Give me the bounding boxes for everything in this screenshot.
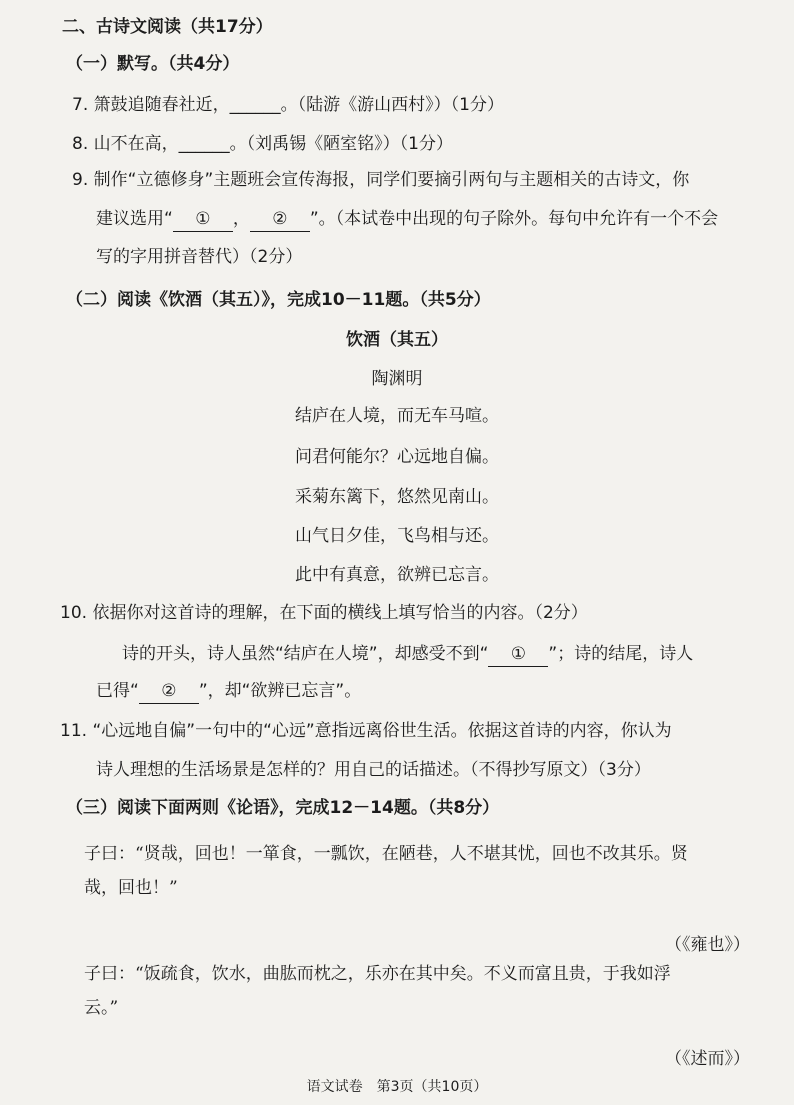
question-9 xyxy=(72,168,689,192)
q7-blank: ______ xyxy=(229,95,281,115)
analects-source-1: （《雍也》） xyxy=(665,935,750,955)
q9-line2-b: ”。（本试卷中出现的句子除外。每句中允许有一个不会 xyxy=(309,209,719,229)
q9-number: 9. xyxy=(72,170,89,190)
q8-text-a: 山不在高， xyxy=(93,134,179,154)
poem-line: 此中有真意，欲辨已忘言。 xyxy=(295,565,499,585)
q9-line2-a: 建议选用“ xyxy=(96,209,173,229)
question-8 xyxy=(72,132,453,156)
q7-number: 7. xyxy=(72,95,89,115)
part1-heading: （一）默写。（共4分） xyxy=(66,54,240,74)
analects-passage-2: 子曰：“饭疏食，饮水，曲肱而枕之，乐亦在其中矣。不义而富且贵，于我如浮 xyxy=(84,964,671,984)
q10-para-1 xyxy=(122,642,693,667)
analects-passage-1: 子曰：“贤哉，回也！一箪食，一瓢饮，在陋巷，人不堪其忧，回也不改其乐。贤 xyxy=(84,844,688,864)
poem-line: 结庐在人境，而无车马喧。 xyxy=(295,406,499,426)
q9-sep: ， xyxy=(232,209,250,229)
q11-number: 11. xyxy=(60,721,88,741)
q10-para2-a: 已得“ xyxy=(96,681,139,701)
question-7 xyxy=(72,93,504,117)
q9-line3: 写的字用拼音替代）（2分） xyxy=(96,247,303,267)
q8-text-b: 。（刘禹锡《陋室铭》）（1分） xyxy=(229,134,453,154)
q9-line2 xyxy=(96,207,718,232)
question-10 xyxy=(60,601,588,625)
q10-number: 10. xyxy=(60,603,88,623)
question-11 xyxy=(60,719,672,743)
analects-passage-2-cont: 云。” xyxy=(84,998,119,1018)
page-footer: 语文试卷 第3页（共10页） xyxy=(306,1079,488,1095)
q10-para-a: 诗的开头，诗人虽然“结庐在人境”，却感受不到“ xyxy=(122,644,489,664)
q9-line1: 制作“立德修身”主题班会宣传海报，同学们要摘引两句与主题相关的古诗文，你 xyxy=(93,170,690,190)
analects-source-2: （《述而》） xyxy=(665,1049,750,1069)
q10-para-2 xyxy=(96,679,361,704)
poem-line: 采菊东篱下，悠然见南山。 xyxy=(295,487,499,507)
section-heading: 二、古诗文阅读（共17分） xyxy=(62,17,273,37)
q10-para2-b: ”，却“欲辨已忘言”。 xyxy=(198,681,362,701)
part2-heading: （二）阅读《饮酒（其五）》，完成10－11题。（共5分） xyxy=(66,290,491,310)
q7-text-b: 。（陆游《游山西村》）（1分） xyxy=(280,95,504,115)
q10-para-b: ”；诗的结尾，诗人 xyxy=(548,644,694,664)
q9-blank-2: ② xyxy=(250,207,310,232)
q9-blank-1: ① xyxy=(173,207,233,232)
q11-line1: “心远地自偏”一句中的“心远”意指远离俗世生活。依据这首诗的内容，你认为 xyxy=(92,721,672,741)
q8-number: 8. xyxy=(72,134,89,154)
q7-text-a: 箫鼓追随春社近， xyxy=(93,95,230,115)
q10-blank-2: ② xyxy=(139,679,199,704)
poem-line: 山气日夕佳，飞鸟相与还。 xyxy=(295,526,499,546)
q11-line2: 诗人理想的生活场景是怎样的？用自己的话描述。（不得抄写原文）（3分） xyxy=(96,760,651,780)
poem-line: 问君何能尔？心远地自偏。 xyxy=(295,447,499,467)
poem-author: 陶渊明 xyxy=(371,369,423,389)
part3-heading: （三）阅读下面两则《论语》，完成12－14题。（共8分） xyxy=(66,798,500,818)
poem-title: 饮酒（其五） xyxy=(346,330,448,350)
analects-passage-1-cont: 哉，回也！” xyxy=(84,878,178,898)
q10-blank-1: ① xyxy=(488,642,548,667)
q8-blank: ______ xyxy=(178,134,230,154)
q10-text: 依据你对这首诗的理解，在下面的横线上填写恰当的内容。（2分） xyxy=(92,603,588,623)
